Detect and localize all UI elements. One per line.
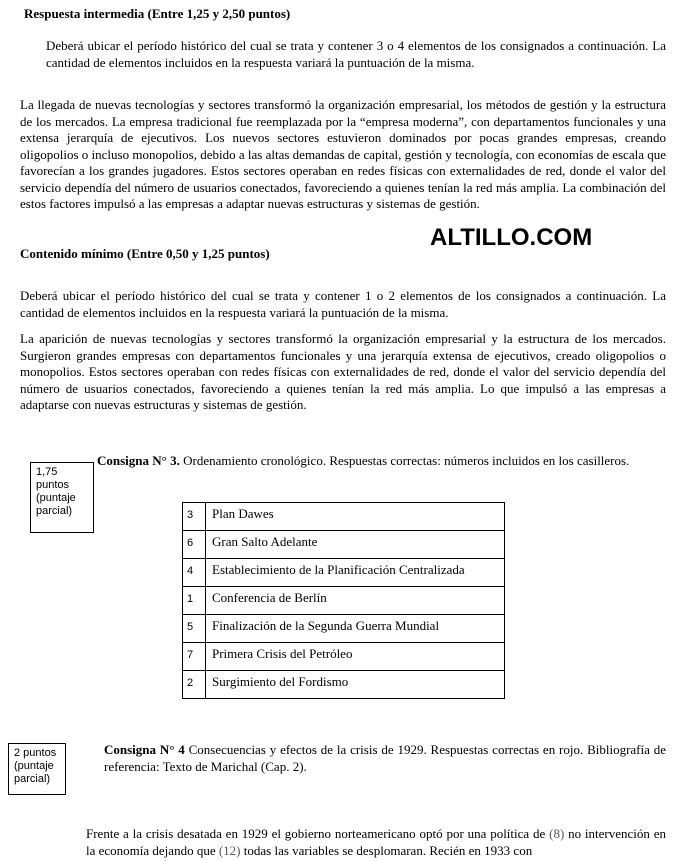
table-row xyxy=(183,587,505,615)
row-item: Establecimiento de la Planificación Centralizada xyxy=(206,559,505,587)
row-number: 4 xyxy=(183,559,206,587)
answer-blank: (12) xyxy=(218,842,241,858)
minimo-instruction: Deberá ubicar el período histórico del cual se trata y contener 1 o 2 elementos de los consignados a continuación. La cantidad de elementos incluidos en la respuesta variará la puntuación de la misma. xyxy=(20,288,666,320)
row-number: 6 xyxy=(183,531,206,559)
table-row xyxy=(183,559,505,587)
chronology-table xyxy=(182,502,505,699)
row-number: 1 xyxy=(183,587,206,615)
consigna4-heading xyxy=(104,742,666,775)
score-line: 2 puntos xyxy=(14,747,57,759)
minimo-answer: La aparición de nuevas tecnologías y sectores transformó la organización empresarial y la estructura de los mercados. Surgieron grandes empresas con departamentos funcionales y una jerarquía extensa de ejecutivos, creado oligopolios o monopolios. Estos sectores operaban con redes físicas con externalidades de red, donde el valor del servicio dependía del número de usuarios conectados, favoreciendo a quienes tenían la red más amplia. Lo que impulsó a las empresas a adaptarse con nuevas estructuras y sistemas de gestión. xyxy=(20,331,666,412)
answer-fragment: Frente a la crisis desatada en 1929 el gobierno norteamericano optó por una política de xyxy=(86,826,550,841)
row-number: 2 xyxy=(183,671,206,699)
score-line: (puntaje xyxy=(36,492,76,504)
answer-fragment: todas las variables se desplomaran. Recién en 1933 con xyxy=(240,842,533,858)
consigna4-text: Consecuencias y efectos de la crisis de 1929. Respuestas correctas en rojo. Bibliografía de referencia: Texto de Marichal (Cap. 2). xyxy=(104,742,666,774)
minimo-title: Contenido mínimo (Entre 0,50 y 1,25 puntos) xyxy=(20,246,270,261)
consigna4-answer xyxy=(86,826,666,859)
row-item: Primera Crisis del Petróleo xyxy=(206,643,505,671)
consigna4-score-box xyxy=(8,743,66,795)
score-line: (puntaje xyxy=(14,760,54,772)
table-row xyxy=(183,643,505,671)
consigna3-score-box xyxy=(30,462,94,533)
watermark: ALTILLO.COM xyxy=(430,224,593,251)
table-row xyxy=(183,503,505,531)
answer-fragment: no intervención en la economía dejando que xyxy=(86,826,666,858)
score-line: parcial) xyxy=(36,505,73,517)
score-line: 1,75 xyxy=(36,466,58,478)
table-row xyxy=(183,671,505,699)
score-line: puntos xyxy=(36,479,70,491)
intermedia-answer: La llegada de nuevas tecnologías y sectores transformó la organización empresarial, los métodos de gestión y la estructura de los mercados. La empresa tradicional fue reemplazada por la “empresa moderna”, con departamentos funcionales y una extensa jerarquía de ejecutivos. Los nuevos sectores estuvieron dominados por pocas grandes empresas, creando oligopolios o incluso monopolios, debido a las altas demandas de capital, gestión y tecnología, con economías de escala que favorecían a los grandes jugadores. Estos sectores operaban en redes físicas con externalidades de red, donde el valor del servicio dependía del número de usuarios conectados, favoreciendo a quienes tenían la red más amplia. La combinación del estos factores impulsó a las empresas a adaptar nuevas estructuras y sistemas de gestión. xyxy=(20,97,666,211)
score-line: parcial) xyxy=(14,773,51,785)
row-item: Conferencia de Berlín xyxy=(206,587,505,615)
row-item: Finalización de la Segunda Guerra Mundial xyxy=(206,615,505,643)
consigna4-label: Consigna N° 4 xyxy=(104,742,185,757)
table-row xyxy=(183,531,505,559)
intermedia-instruction: Deberá ubicar el período histórico del cual se trata y contener 3 o 4 elementos de los consignados a continuación. La cantidad de elementos incluidos en la respuesta variará la puntuación de la misma. xyxy=(46,38,666,70)
consigna3-heading xyxy=(97,453,637,470)
row-number: 7 xyxy=(183,643,206,671)
table-row xyxy=(183,615,505,643)
consigna3-label: Consigna N° 3. xyxy=(97,453,180,468)
answer-blank: (8) xyxy=(549,826,565,841)
row-item: Gran Salto Adelante xyxy=(206,531,505,559)
row-item: Surgimiento del Fordismo xyxy=(206,671,505,699)
consigna3-text: Ordenamiento cronológico. Respuestas correctas: números incluidos en los casilleros. xyxy=(179,453,630,468)
row-item: Plan Dawes xyxy=(206,503,505,531)
row-number: 3 xyxy=(183,503,206,531)
row-number: 5 xyxy=(183,615,206,643)
intermedia-title: Respuesta intermedia (Entre 1,25 y 2,50 puntos) xyxy=(24,6,291,21)
